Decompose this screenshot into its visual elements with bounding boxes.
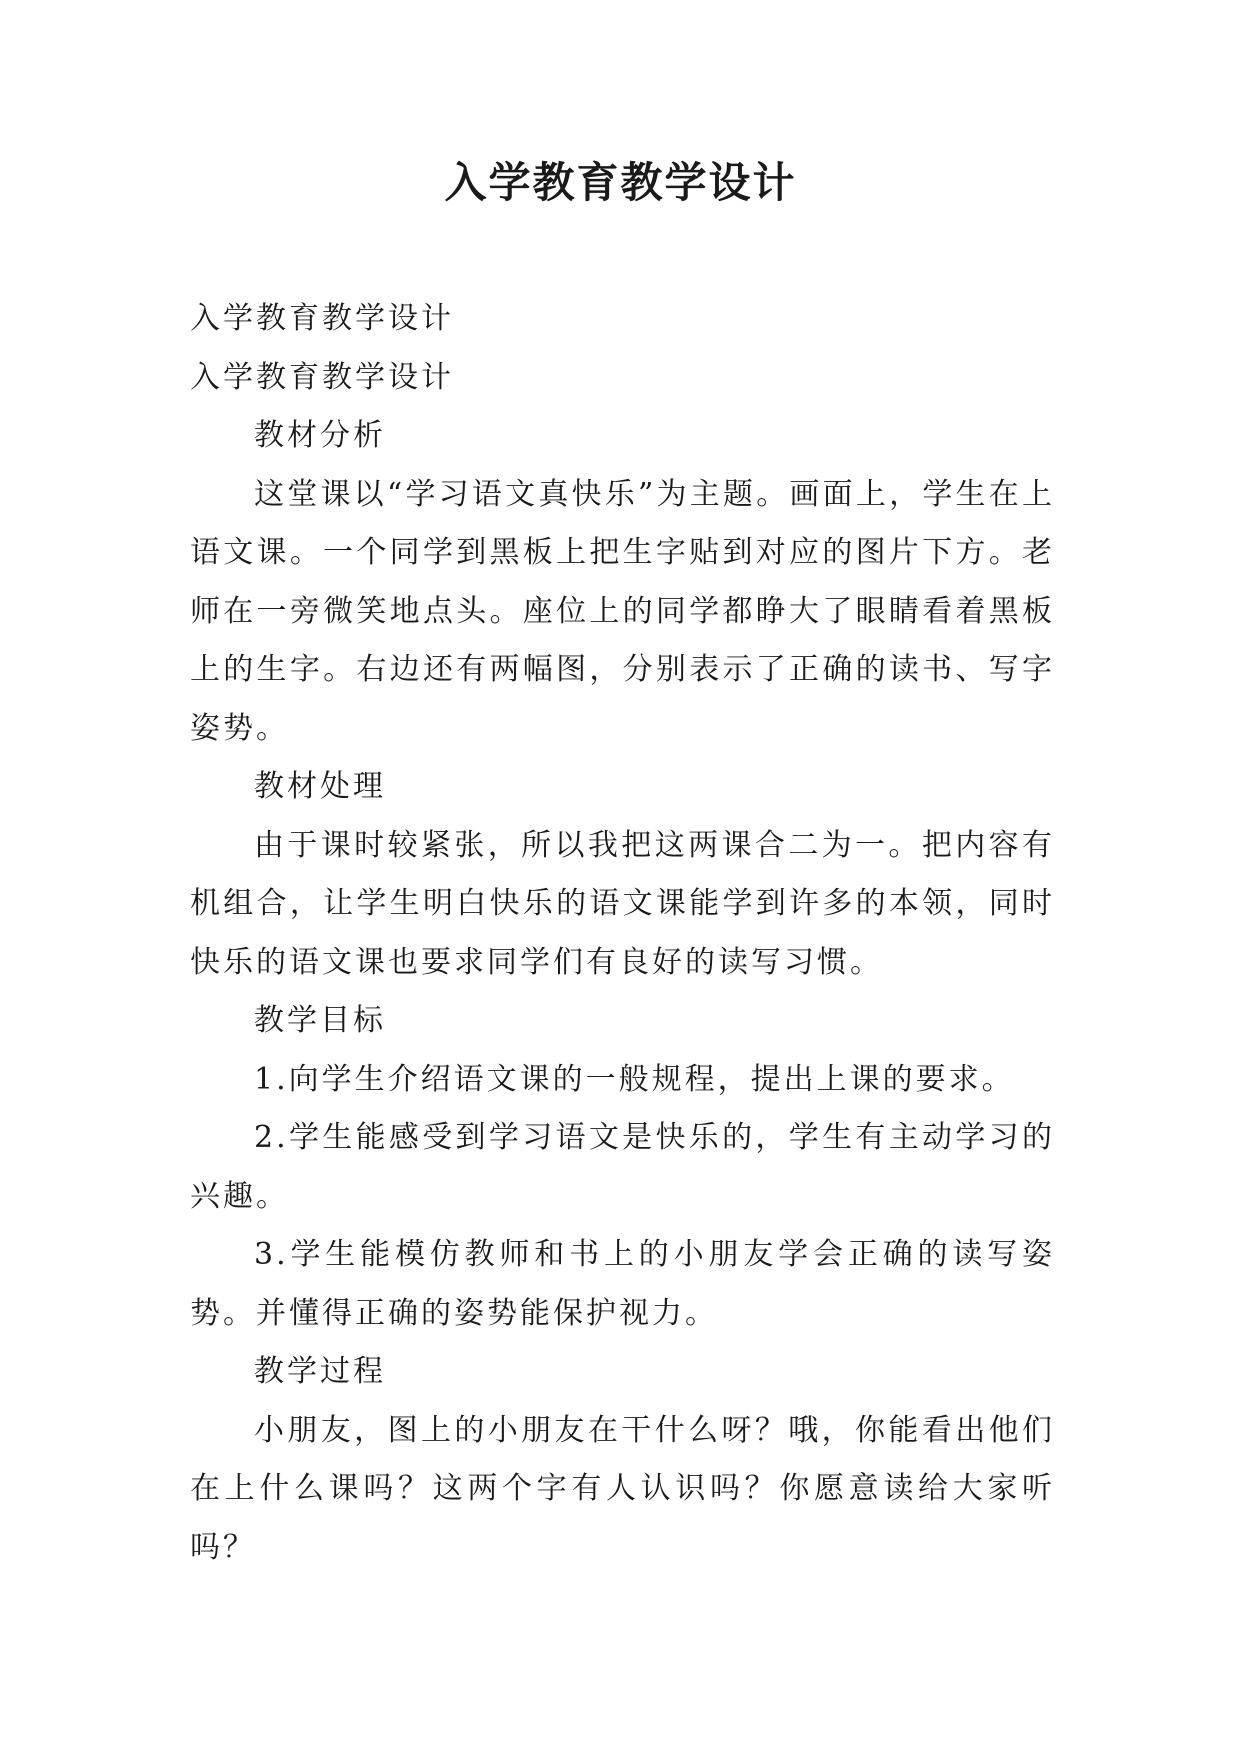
body-title-line: 入学教育教学设计 — [190, 359, 454, 395]
paragraph: 这堂课以“学习语文真快乐”为主题。画面上，学生在上语文课。一个同学到黑板上把生字贴到对应的图片下方。老师在一旁微笑地点头。座位上的同学都睁大了眼睛看着黑板上的生字。右边还有两幅图，分别表示了正确的读书、写字姿势。 — [190, 476, 1055, 746]
document-body — [190, 290, 1055, 1577]
paragraph: 2.学生能感受到学习语文是快乐的，学生有主动学习的兴趣。 — [190, 1120, 1055, 1214]
body-title-line: 入学教育教学设计 — [190, 301, 454, 336]
paragraph: 小朋友，图上的小朋友在干什么呀？哦，你能看出他们在上什么课吗？这两个字有人认识吗？你愿意读给大家听吗？ — [190, 1412, 1055, 1565]
section-heading: 教学目标 — [254, 1003, 386, 1038]
paragraph: 3.学生能模仿教师和书上的小朋友学会正确的读写姿势。并懂得正确的姿势能保护视力。 — [190, 1237, 1055, 1331]
paragraph: 1.向学生介绍语文课的一般规程，提出上课的要求。 — [254, 1061, 1015, 1097]
section-heading: 教学过程 — [254, 1354, 386, 1389]
section-heading: 教材处理 — [254, 769, 386, 804]
document-title: 入学教育教学设计 — [444, 158, 797, 207]
paragraph: 由于课时较紧张，所以我把这两课合二为一。把内容有机组合，让学生明白快乐的语文课能学到许多的本领，同时快乐的语文课也要求同学们有良好的读写习惯。 — [190, 827, 1055, 980]
section-heading: 教材分析 — [254, 418, 386, 453]
